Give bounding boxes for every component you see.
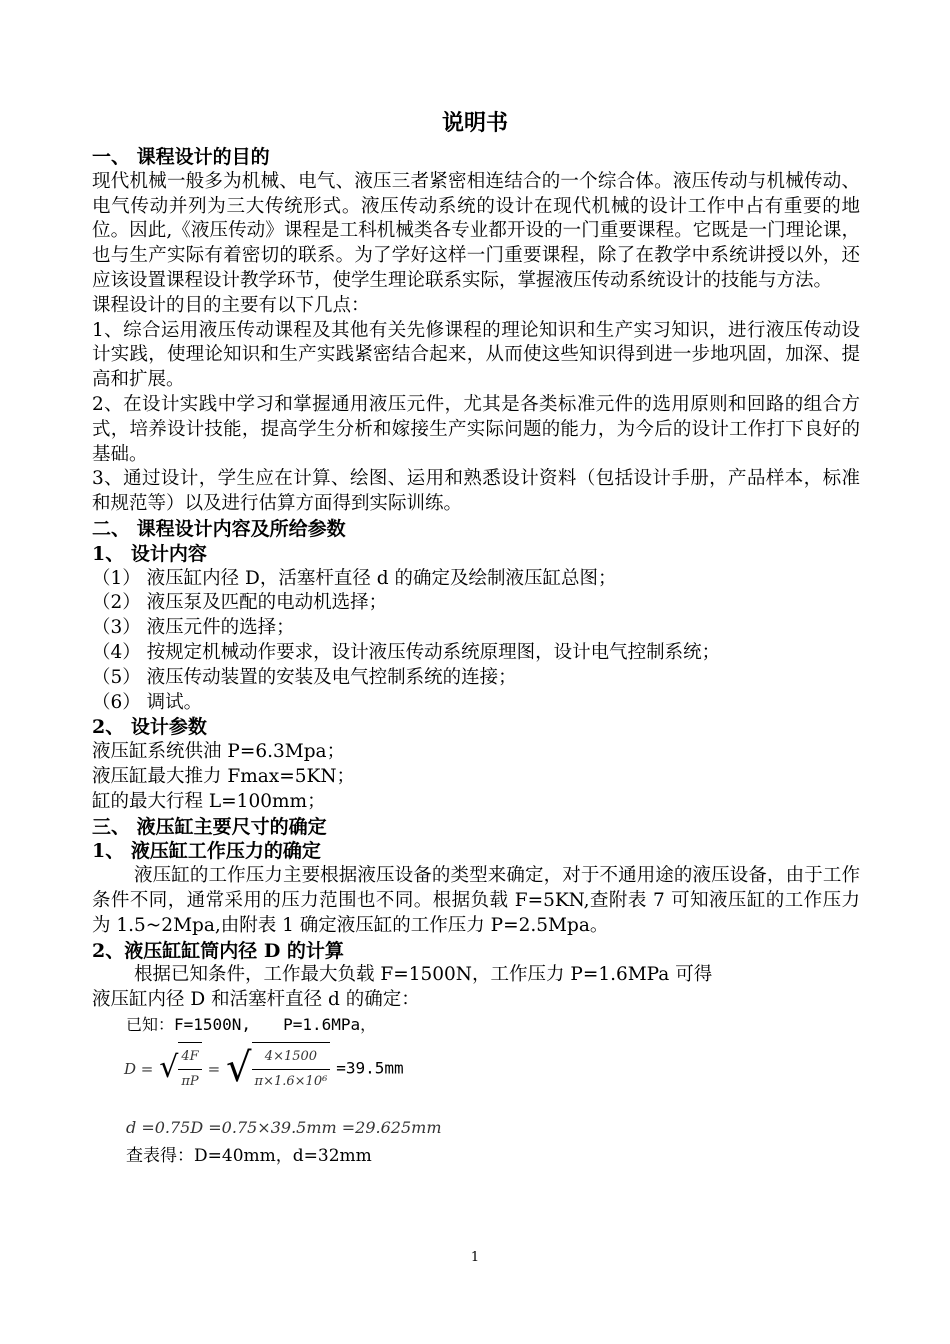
section-1-paragraph-1: 现代机械一般多为机械、电气、液压三者紧密相连结合的一个综合体。液压传动与机械传动、电气传动并列为三大传统形式。液压传动系统的设计在现代机械的设计工作中占有重要的地位。因此,《液压传动》课程是工科机械类各专业都开设的一门重要课程。它既是一门理论课，也与生产实际有着密切的联系。为了学好这样一门重要课程，除了在教学中系统讲授以外，还应该设置课程设计教学环节，使学生理论联系实际，掌握液压传动系统设计的技能与方法。 [92, 170, 860, 291]
design-parameter: 液压缸最大推力 Fmax=5KN； [92, 765, 356, 787]
design-item: （1） 液压缸内径 D，活塞杆直径 d 的确定及绘制液压缸总图； [92, 567, 617, 589]
section-3-sub-2: 2、液压缸缸筒内径 D 的计算 [92, 939, 344, 962]
section-3-paragraph-2: 根据已知条件，工作最大负载 F=1500N，工作压力 P=1.6MPa 可得 [134, 964, 713, 986]
section-1-paragraph-5: 3、通过设计，学生应在计算、绘图、运用和熟悉设计资料（包括设计手册，产品样本，标准和规范等）以及进行估算方面得到实际训练。 [92, 468, 860, 515]
formula-lhs: D = [124, 1059, 154, 1078]
design-item: （4） 按规定机械动作要求，设计液压传动系统原理图，设计电气控制系统； [92, 641, 721, 663]
design-parameter: 液压缸系统供油 P=6.3Mpa； [92, 741, 346, 763]
fraction-1 [178, 1045, 201, 1096]
page-number: 1 [470, 1250, 480, 1265]
fraction-2 [252, 1045, 331, 1096]
section-1-heading: 一、 课程设计的目的 [92, 146, 270, 168]
document-body [92, 145, 860, 1169]
formula-rod-diameter: d =0.75D =0.75×39.5mm =29.625mm [126, 1117, 442, 1137]
design-parameter: 缸的最大行程 L=100mm； [92, 790, 326, 812]
table-lookup-result: 查表得：D=40mm，d=32mm [126, 1146, 372, 1167]
design-item: （5） 液压传动装置的安装及电气控制系统的连接； [92, 666, 517, 688]
section-3-paragraph-3: 液压缸内径 D 和活塞杆直径 d 的确定： [92, 989, 420, 1011]
section-1-paragraph-4: 2、在设计实践中学习和掌握通用液压元件，尤其是各类标准元件的选用原则和回路的组合方式，培养设计技能，提高学生分析和嫁接生产实际问题的能力，为今后的设计工作打下良好的基础。 [92, 393, 860, 465]
fraction-2-numerator: 4×1500 [252, 1045, 331, 1071]
known-values: 已知：F=1500N, P=1.6MPa， [126, 1014, 377, 1034]
formula-result: =39.5mm [336, 1058, 404, 1078]
sqrt-symbol: √ [159, 1050, 179, 1086]
design-item: （3） 液压元件的选择； [92, 617, 295, 639]
sqrt-symbol: √ [226, 1045, 252, 1092]
fraction-1-numerator: 4F [178, 1045, 201, 1071]
formula-diameter [124, 1042, 860, 1112]
section-2-sub-1: 1、 设计内容 [92, 542, 207, 565]
section-3-heading: 三、 液压缸主要尺寸的确定 [92, 815, 327, 838]
section-2-heading: 二、 课程设计内容及所给参数 [92, 517, 346, 540]
document-title: 说明书 [441, 110, 508, 136]
section-3-paragraph-1: 液压缸的工作压力主要根据液压设备的类型来确定，对于不通用途的液压设备，由于工作条件不同，通常采用的压力范围也不同。根据负载 F=5KN,查附表 7 可知液压缸的工作压力为 1.5~2Mpa,由附表 1 确定液压缸的工作压力 P=2.5Mpa。 [92, 865, 860, 936]
radicand-2 [252, 1042, 331, 1096]
section-2-sub-2: 2、 设计参数 [92, 716, 207, 739]
formula-equals: = [207, 1059, 221, 1078]
radicand-1 [178, 1042, 201, 1096]
fraction-1-denominator: πP [181, 1074, 199, 1090]
section-3-sub-1: 1、 液压缸工作压力的确定 [92, 840, 321, 863]
section-1-paragraph-3: 1、综合运用液压传动课程及其他有关先修课程的理论知识和生产实习知识，进行液压传动设计实践，使理论知识和生产实践紧密结合起来，从而使这些知识得到进一步地巩固，加深、提高和扩展。 [92, 319, 860, 391]
design-item: （2） 液压泵及匹配的电动机选择； [92, 592, 388, 614]
fraction-2-denominator: π×1.6×10⁶ [254, 1074, 328, 1090]
section-1-paragraph-2: 课程设计的目的主要有以下几点： [92, 294, 370, 316]
design-item: （6） 调试。 [92, 691, 203, 713]
